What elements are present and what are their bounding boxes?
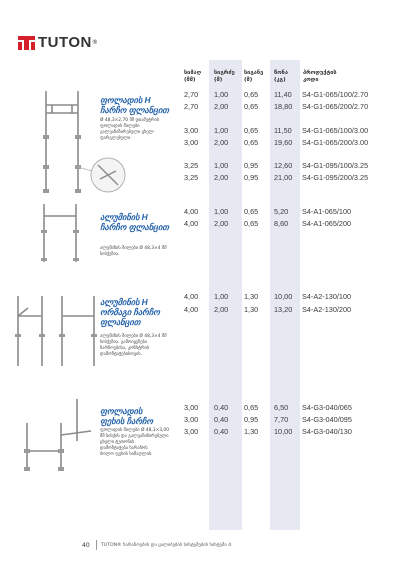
section-desc-steel-base-frame: ფოლადის მილები Ø 48,3×3,00 მმ სისქის და გალვანიზირებული ცხელი ტუთონის დამონტაჟება ხარაჩოს ბოლო ფეხის სიმაღლის. [100,428,170,457]
section-title-aluminium-double-h-frame: ალუმინის H ორმაგი ჩარჩო ფლანცით [100,297,160,327]
section-desc-aluminium-double-h-frame: ალუმინის მილები Ø 48,3×4 მმ სისქეზია. გამოიყენება ჩარჩოებისა, კონსტრის დამონტაჟებისთვის. [100,334,167,357]
brand-logo [18,34,98,51]
section-title-steel-base-frame: ფოლადის ფეხის ჩარჩო [100,406,153,426]
page-number: 40 [82,542,90,549]
steel-h-frame-illustration [30,85,130,200]
steel-base-frame-illustration [15,395,100,475]
header-height: სიმაღ (მმ) [184,70,202,83]
footer-text: TUTON® ხარაჩოების და ყალიბების სისტემების სისტემა 4 [101,543,232,548]
brand-registered-mark: ® [91,39,98,46]
aluminium-double-h-frame-illustration [12,290,100,370]
header-width: სიგანე (მ) [244,70,264,83]
section-title-aluminium-h-frame: ალუმინის H ჩარჩო ფლანცით [100,212,169,232]
header-product-code: პროდუქტის კოდი [303,70,337,83]
header-weight: წონა (კგ) [274,70,288,83]
section-title-steel-h-frame: ფოლადის H ჩარჩო ფლანცით [100,95,169,115]
footer-divider [96,540,97,550]
header-length: სიგრძე (მ) [214,70,235,83]
section-desc-steel-h-frame: Ø 48,3×2,70 მმ დიამეტრის ფოლადის მილები გალვანიზირებული ცხელ- ფარგლებული. [100,118,160,141]
aluminium-h-frame-illustration [38,200,88,265]
brand-name: TUTON [38,34,92,51]
section-desc-aluminium-h-frame: ალუმინის მილები Ø 48,3×4 მმ სისქეზია. [100,246,167,257]
tuton-logo-icon [18,36,35,50]
